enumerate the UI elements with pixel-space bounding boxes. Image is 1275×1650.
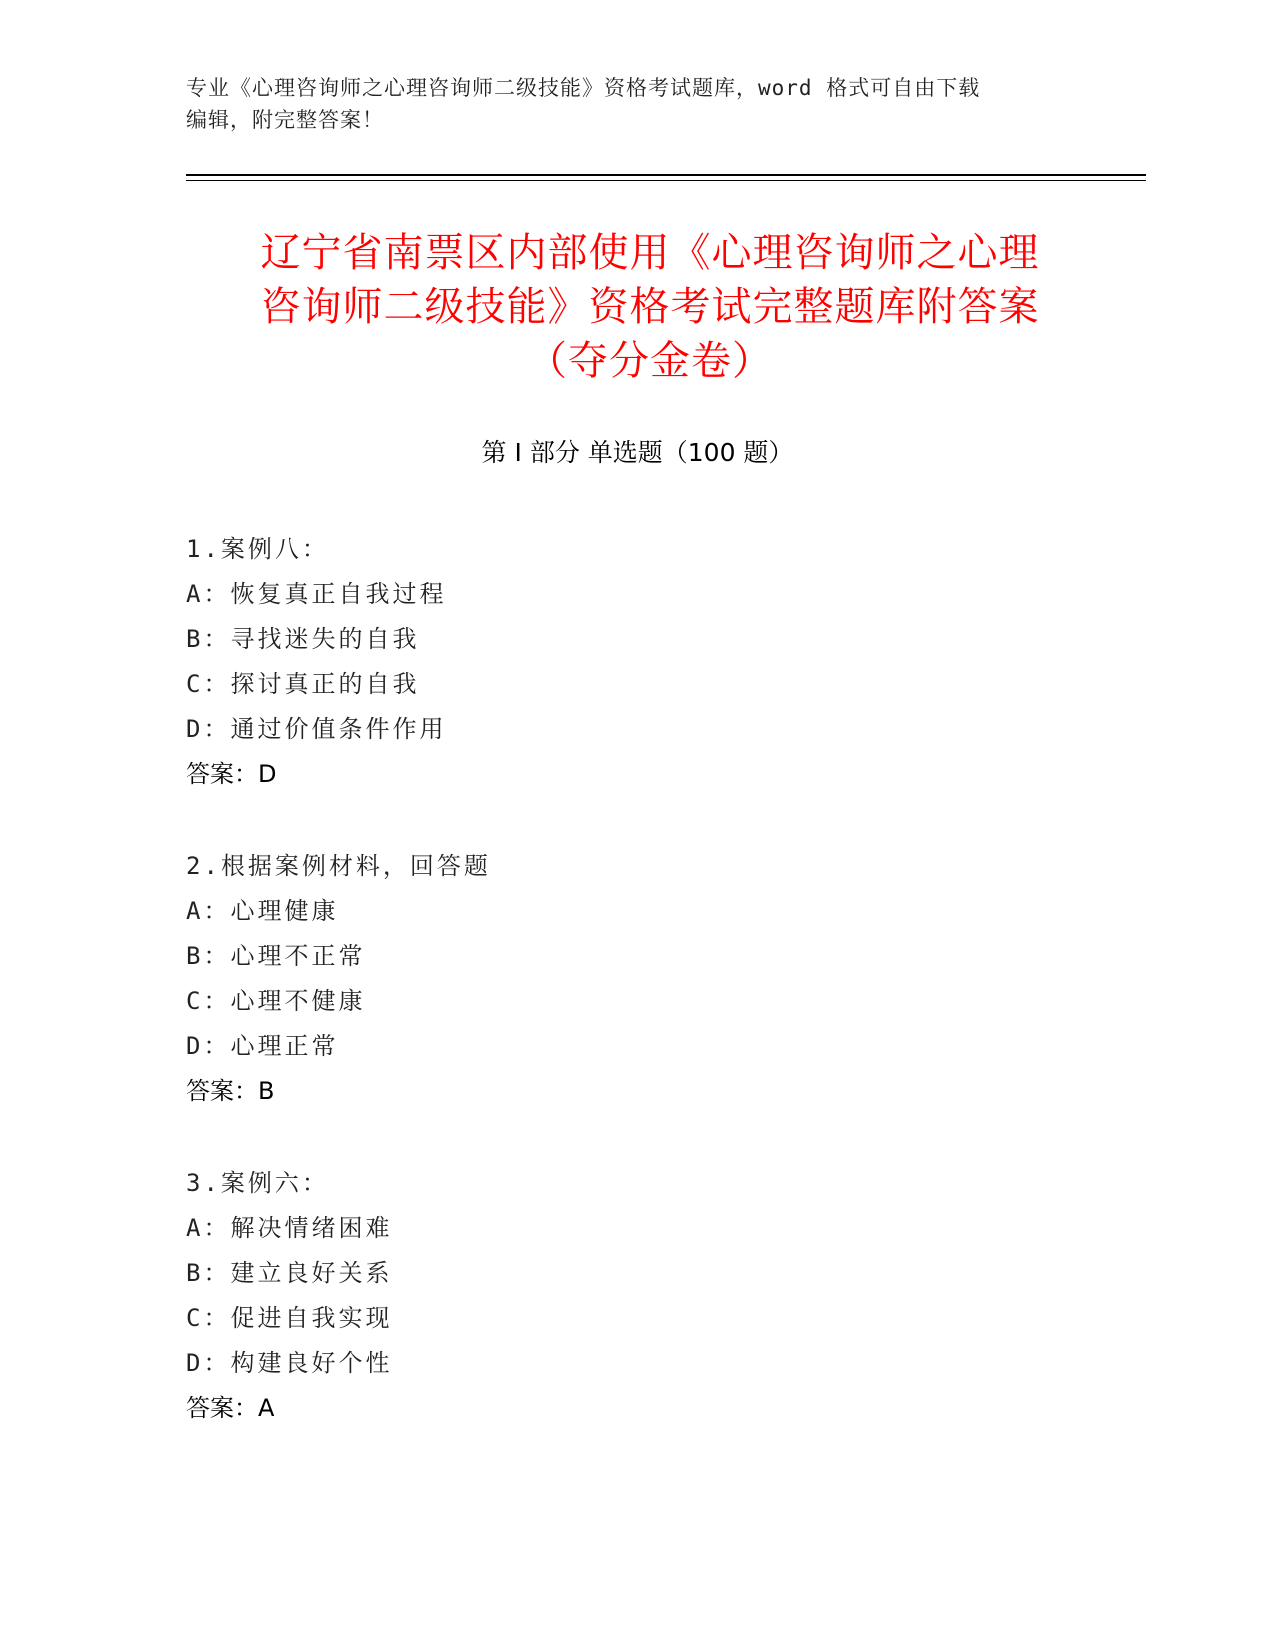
document-title-line-2: 咨询师二级技能》资格考试完整题库附答案 xyxy=(260,284,1040,330)
header-note-line-1: 专业《心理咨询师之心理咨询师二级技能》资格考试题库，word 格式可自由下载 xyxy=(186,76,981,100)
option-c: C：促进自我实现 xyxy=(186,1304,393,1332)
option-d: D：通过价值条件作用 xyxy=(186,715,447,743)
header-note-line-2: 编辑，附完整答案！ xyxy=(186,108,384,132)
answer-line: 答案：B xyxy=(186,1077,275,1105)
question-spacer xyxy=(186,1114,1086,1161)
header-note xyxy=(186,72,1086,136)
option-a: A：心理健康 xyxy=(186,897,339,925)
answer-line: 答案：A xyxy=(186,1394,275,1422)
question-1 xyxy=(186,527,1086,797)
option-a: A：解决情绪困难 xyxy=(186,1214,393,1242)
option-a: A：恢复真正自我过程 xyxy=(186,580,447,608)
option-c: C：心理不健康 xyxy=(186,987,366,1015)
option-b: B：寻找迷失的自我 xyxy=(186,625,420,653)
question-stem: 1.案例八： xyxy=(186,535,329,563)
header-divider-thick xyxy=(186,174,1146,176)
option-b: B：建立良好关系 xyxy=(186,1259,393,1287)
question-3 xyxy=(186,1161,1086,1431)
header-divider-thin xyxy=(186,180,1146,181)
option-c: C：探讨真正的自我 xyxy=(186,670,420,698)
question-stem: 2.根据案例材料，回答题 xyxy=(186,852,491,880)
option-b: B：心理不正常 xyxy=(186,942,366,970)
question-list xyxy=(186,527,1086,1431)
question-spacer xyxy=(186,797,1086,844)
section-heading: 第 I 部分 单选题（100 题） xyxy=(481,438,794,467)
option-d: D：构建良好个性 xyxy=(186,1349,393,1377)
document-title-line-1: 辽宁省南票区内部使用《心理咨询师之心理 xyxy=(260,230,1040,276)
answer-line: 答案：D xyxy=(186,760,277,788)
document-title xyxy=(150,226,1150,388)
option-d: D：心理正常 xyxy=(186,1032,339,1060)
document-title-line-3: （夺分金卷） xyxy=(527,338,773,384)
question-2 xyxy=(186,844,1086,1114)
question-stem: 3.案例六： xyxy=(186,1169,329,1197)
